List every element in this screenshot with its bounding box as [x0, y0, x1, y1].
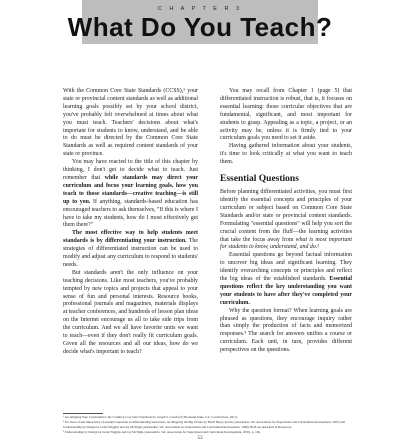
- footnote-divider: [63, 413, 103, 414]
- right-column: [220, 88, 352, 355]
- section-heading: Essential Questions: [220, 174, 299, 185]
- emphasis-key-understanding: Essential questions reflect the key understanding you want your students to have after they've completed your curriculum.: [220, 276, 352, 306]
- footnote-3: ³ Understanding by Design by Grant Wiggins and Jay McTighe (Alexandria, VA: Association for Supervision and Curriculum Development, 2005), p. 106.: [63, 430, 261, 435]
- paragraph-essential-questions: [220, 252, 352, 307]
- text-run: You may have reacted to the title of this chapter by thinking, I don't get to decide what to teach. Just remember that: [63, 159, 198, 181]
- paragraph-title-reaction: [63, 159, 198, 230]
- footnote-1: ¹ See Aligning Your Curriculum to the Common Core State Standards by Joseph S. Crawford (Thousand Oaks, CA: Corwin Press, 2011).: [63, 415, 238, 419]
- paragraph-influences: But standards aren't the only influence on your teaching decisions. Like most teachers, you've probably tempted by new topics and projects that appeal to your sense of fun and personal interests. Resource books, professional journals and magazines, materials displays at teacher conferences, and hundreds of lesson plan ideas on the Internet encourage us all to take side trips from the curriculum. And we all have favorite units we want to teach—even if they don't really fit curriculum goals. Given all the resources and all our ideas, how do we decide what's important to teach?: [63, 269, 198, 355]
- footnotes: [63, 415, 352, 436]
- emphasis-standards: while standards may direct your curriculum and focus your learning goals, how you teach to those standards—creative teaching—is still up to you.: [63, 174, 198, 205]
- left-column: [63, 88, 198, 357]
- page-number: 53: [197, 436, 203, 441]
- text-run: .²: [315, 244, 320, 251]
- paragraph-why-question: Why the question format? When learning goals are phrased as questions, they encourage inquiry rather than simply the production of facts and memorized responses.³ The search for answers unifies a course or curriculum. Each unit, in turn, provides different perspectives on the questions.: [220, 307, 352, 354]
- chapter-label: C H A P T E R 3: [157, 6, 243, 12]
- emphasis-differentiate: The most effective way to help students meet standards is by differentiating your instruction.: [63, 230, 198, 245]
- paragraph-look-critically: Having gathered information about your students, it's time to look critically at what you want to teach them.: [220, 143, 352, 166]
- emphasis-italic: what is most important for students to know, understand, and do: [220, 236, 352, 251]
- paragraph-recall: You may recall from Chapter 1 (page 5) that differentiated instruction is robust, that is, it focuses on essential learning: those curricular objectives that are fundamental, significant, and most important for students to grasp. Appealing as a topic, a project, or an activity may be, unless it is firmly tied to your curriculum goals you need to set it aside.: [220, 88, 352, 142]
- paragraph-before-planning: [220, 189, 352, 252]
- text-run: Before planning differentiated activities, you must first identify the essential concepts and principles of your curriculum or subject based on Common Core State Standards and/or state or provincial content standards. Formulating "essential questions" will help you sort the crucial content from the fluff—the learning activities that take the focus away from: [220, 189, 352, 243]
- paragraph-intro: With the Common Core State Standards (CCSS),¹ your state or provincial content standards as well as additional learning goals possibly set by your school district, you've probably felt overwhelmed at times about what you must teach. Teachers' decisions about what's important for students to know, understand, and be able to do must be directed by the Common Core State Standards as well as required content standards of your state or province.: [63, 88, 198, 158]
- footnote-2: ² For more on the importance of essential questions in differentiating instruction, see Mapping the Big Picture by Heidi Hayes Jacobs (Alexandria, VA: Association for Supervision and Curriculum Development, 1997) and Understanding by Design by Grant Wiggins and Jay McTighe (Alexandria, VA: Association for Supervision and Curriculum Development, 1998). Both are described in Resources.: [63, 420, 346, 429]
- paragraph-differentiate: [63, 230, 198, 270]
- chapter-title: What Do You Teach?: [67, 12, 333, 42]
- text-run: If anything, standards-based education has encouraged teachers to ask themselves, "If this is where I have to take my students, how do I most effectively get them there?": [63, 198, 198, 229]
- text-run: The strategies of differentiated instruction can be used to modify and adjust any curriculum to respond to students' needs.: [63, 238, 198, 268]
- text-run: Essential questions go beyond factual information to uncover big ideas and significant learning. They identify overarching concepts or principles and reflect the big ideas of the established standards.: [220, 252, 352, 283]
